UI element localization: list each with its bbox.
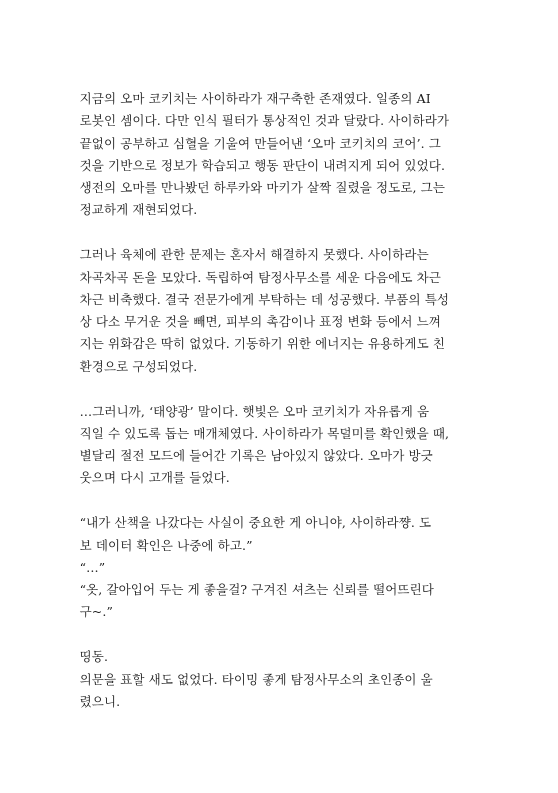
text-line: 별달리 절전 모드에 들어간 기록은 남아있지 않았다. 오마가 방긋	[79, 448, 433, 464]
text-line: 것을 기반으로 정보가 학습되고 행동 판단이 내려지게 되어 있었다.	[79, 157, 446, 173]
paragraph-3	[64, 401, 496, 490]
text-line: 끝없이 공부하고 심혈을 기울여 만들어낸 ‘오마 코키치의 코어’. 그	[79, 135, 441, 151]
text-line: 로봇인 셈이다. 다만 인식 필터가 통상적인 것과 달랐다. 사이하라가	[79, 113, 450, 129]
paragraph-4-dialogue	[64, 512, 496, 623]
paragraph-1	[64, 88, 496, 222]
text-line: 생전의 오마를 만나봤던 하루카와 마키가 살짝 질렸을 정도로, 그는	[79, 180, 446, 196]
text-line: …그러니까, ‘태양광’ 말이다. 햇빛은 오마 코키치가 자유롭게 움	[79, 403, 430, 419]
paragraph-2	[64, 244, 496, 378]
dialogue-line: 구~.”	[79, 604, 113, 620]
body-text	[64, 88, 496, 713]
dialogue-line: “…”	[79, 559, 106, 575]
text-line: 직일 수 있도록 돕는 매개체였다. 사이하라가 목덜미를 확인했을 때,	[79, 425, 450, 441]
text-line: 렸으니.	[79, 693, 121, 709]
sound-effect-line: 띵동.	[79, 649, 109, 665]
dialogue-line: 보 데이터 확인은 나중에 하고.”	[79, 537, 253, 553]
paragraph-gap	[64, 490, 496, 513]
text-line: 환경으로 구성되었다.	[79, 358, 198, 374]
dialogue-line: “옷, 갈아입어 두는 게 좋을걸? 구겨진 셔츠는 신뢰를 떨어뜨린다	[79, 582, 434, 598]
paragraph-gap	[64, 378, 496, 401]
dialogue-line: “내가 산책을 나갔다는 사실이 중요한 게 아니야, 사이하라쨩. 도	[79, 515, 432, 531]
text-line: 의문을 표할 새도 없었다. 타이밍 좋게 탐정사무소의 초인종이 울	[79, 671, 433, 687]
text-line: 차곡차곡 돈을 모았다. 독립하여 탐정사무소를 세운 다음에도 차근	[79, 269, 441, 285]
text-line: 상 다소 무거운 것을 빼면, 피부의 촉감이나 표정 변화 등에서 느껴	[79, 314, 441, 330]
text-line: 지는 위화감은 딱히 없었다. 기동하기 위한 에너지는 유용하게도 친	[79, 336, 446, 352]
paragraph-5	[64, 646, 496, 713]
text-line: 차근 비축했다. 결국 전문가에게 부탁하는 데 성공했다. 부품의 특성	[79, 291, 450, 307]
text-line: 웃으며 다시 고개를 들었다.	[79, 470, 230, 486]
paragraph-gap	[64, 222, 496, 245]
text-line: 정교하게 재현되었다.	[79, 202, 198, 218]
text-line: 그러나 육체에 관한 문제는 혼자서 해결하지 못했다. 사이하라는	[79, 247, 429, 263]
paragraph-gap	[64, 624, 496, 647]
text-line: 지금의 오마 코키치는 사이하라가 재구축한 존재였다. 일종의 AI	[79, 91, 431, 106]
